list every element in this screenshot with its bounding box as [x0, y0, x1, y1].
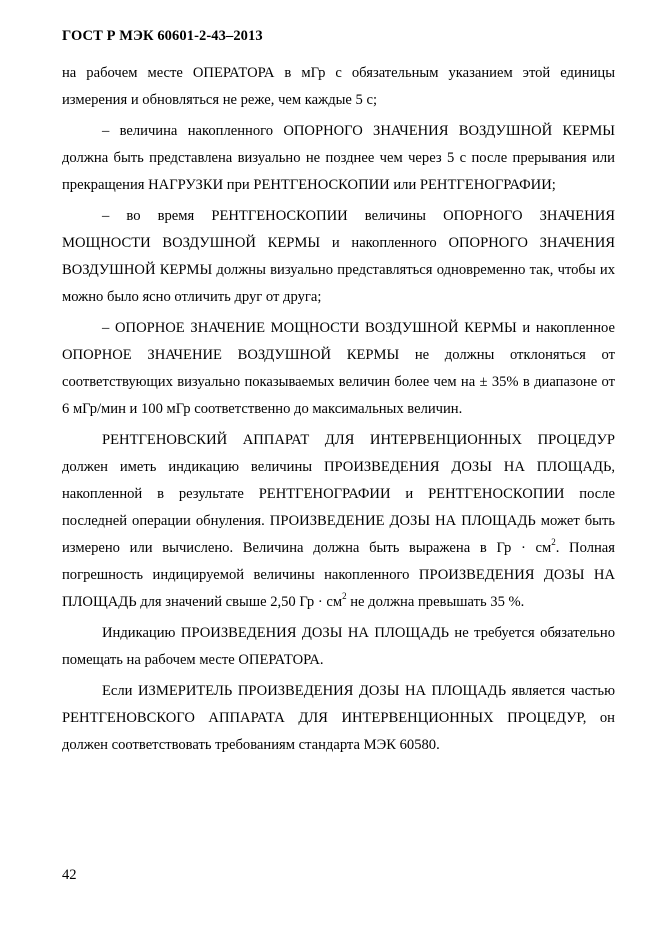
paragraph-dap-indication — [62, 427, 615, 616]
paragraph-dap-operator: Индикацию ПРОИЗВЕДЕНИЯ ДОЗЫ НА ПЛОЩАДЬ не требуется обязательно помещать на рабочем месте ОПЕРАТОРА. — [62, 625, 615, 668]
document-body — [62, 60, 615, 759]
paragraph-continuation: на рабочем месте ОПЕРАТОРА в мГр с обязательным указанием этой единицы измерения и обновляться не реже, чем каждые 5 с; — [62, 65, 615, 108]
list-item-deviation: – ОПОРНОЕ ЗНАЧЕНИЕ МОЩНОСТИ ВОЗДУШНОЙ КЕРМЫ и накопленное ОПОРНОЕ ЗНАЧЕНИЕ ВОЗДУШНОЙ КЕРМЫ не должны отклоняться от соответствующих визуально показываемых величин более чем на ± 35% в диапазоне от 6 мГр/мин и 100 мГр соответственно до максимальных величин. — [62, 320, 615, 417]
page-number: 42 — [62, 867, 77, 883]
document-header: ГОСТ Р МЭК 60601-2-43–2013 — [62, 28, 263, 44]
list-item-simultaneous-display: – во время РЕНТГЕНОСКОПИИ величины ОПОРНОГО ЗНАЧЕНИЯ МОЩНОСТИ ВОЗДУШНОЙ КЕРМЫ и накопленного ОПОРНОГО ЗНАЧЕНИЯ ВОЗДУШНОЙ КЕРМЫ должны визуально представляться одновременно так, чтобы их можно было ясно отличить друг от друга; — [62, 208, 615, 305]
paragraph-dap-meter: Если ИЗМЕРИТЕЛЬ ПРОИЗВЕДЕНИЯ ДОЗЫ НА ПЛОЩАДЬ является частью РЕНТГЕНОВСКОГО АППАРАТА ДЛЯ ИНТЕРВЕНЦИОННЫХ ПРОЦЕДУР, он должен соответствовать требованиям стандарта МЭК 60580. — [62, 683, 615, 753]
superscript-2: 2 — [551, 537, 556, 548]
dap-text-part-3: не должна превышать 35 %. — [346, 594, 525, 610]
dap-text-part-1: РЕНТГЕНОВСКИЙ АППАРАТ ДЛЯ ИНТЕРВЕНЦИОННЫХ ПРОЦЕДУР должен иметь индикацию величины ПРОИЗВЕДЕНИЯ ДОЗЫ НА ПЛОЩАДЬ, накопленной в результате РЕНТГЕНОГРАФИИ и РЕНТГЕНОСКОПИИ после последней операции обнуления. ПРОИЗВЕДЕНИЕ ДОЗЫ НА ПЛОЩАДЬ может быть измерено или вычислено. Величина должна быть выражена в Гр · см — [62, 432, 615, 556]
dap-text-part-2: . Полная погрешность индицируемой величины накопленного ПРОИЗВЕДЕНИЯ ДОЗЫ НА ПЛОЩАДЬ для значений свыше 2,50 Гр · см — [62, 540, 615, 610]
list-item-accumulated-kerma: – величина накопленного ОПОРНОГО ЗНАЧЕНИЯ ВОЗДУШНОЙ КЕРМЫ должна быть представлена визуально не позднее чем через 5 с после прерывания или прекращения НАГРУЗКИ при РЕНТГЕНОСКОПИИ или РЕНТГЕНОГРАФИИ; — [62, 123, 615, 193]
superscript-2: 2 — [342, 591, 347, 602]
